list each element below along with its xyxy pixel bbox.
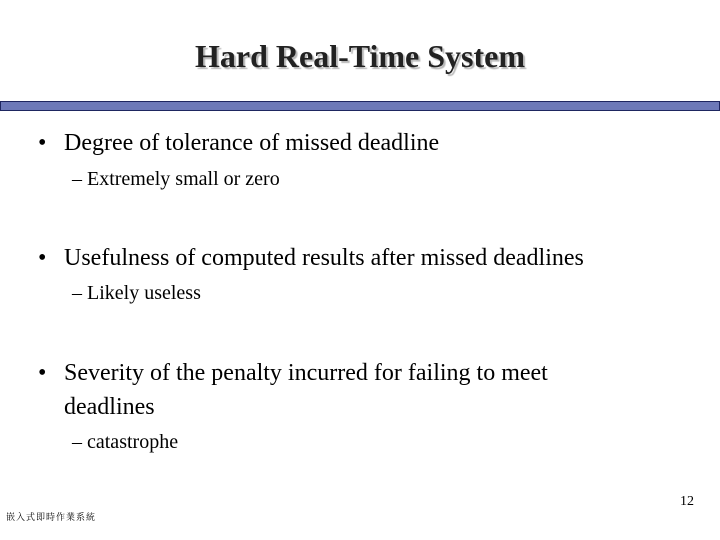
bullet-text: Usefulness of computed results after missed deadlines <box>64 245 584 271</box>
page-number: 12 <box>680 494 694 509</box>
bullet-glyph: • <box>38 130 47 156</box>
footer-course-title: 嵌入式即時作業系統 <box>6 513 97 523</box>
bullet-text: Degree of tolerance of missed deadline <box>64 130 440 156</box>
bullet-text-continued: deadlines <box>64 394 155 420</box>
slide-title: Hard Real-Time System <box>194 38 526 74</box>
bullet-glyph: • <box>38 360 47 386</box>
sub-bullet-text: – Extremely small or zero <box>72 168 280 190</box>
title-divider <box>0 101 720 111</box>
bullet-glyph: • <box>38 245 47 271</box>
sub-bullet-text: – Likely useless <box>72 282 201 304</box>
sub-bullet-text: – catastrophe <box>72 431 179 453</box>
bullet-text: Severity of the penalty incurred for failing to meet <box>64 360 548 386</box>
